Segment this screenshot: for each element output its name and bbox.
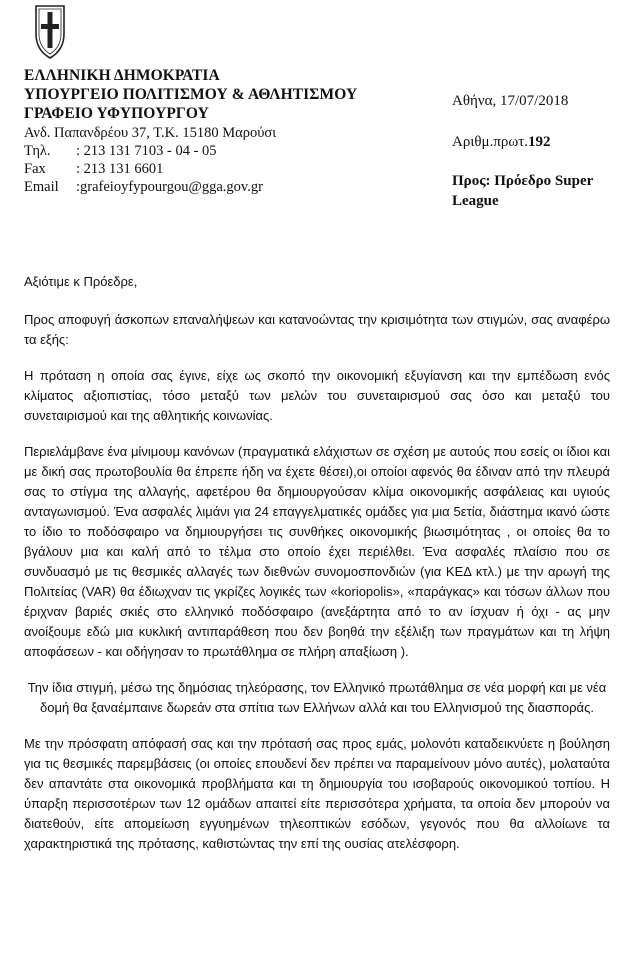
office-title: ΓΡΑΦΕΙΟ ΥΦΥΠΟΥΡΓΟΥ — [24, 105, 209, 122]
paragraph-4: Την ίδια στιγμή, μέσω της δημόσιας τηλεόρασης, τον Ελληνικό πρωτάθλημα σε νέα μορφή και με νέα δομή θα ξαναέμπαινε δωρεάν στα σπίτια των Ελλήνων αλλά και του Ελληνισμού της διασποράς. — [27, 680, 607, 715]
greek-coat-of-arms-icon — [32, 4, 68, 60]
fax-value: : 213 131 6601 — [76, 161, 164, 177]
email-label: Email — [24, 179, 59, 195]
republic-title: ΕΛΛΗΝΙΚΗ ΔΗΜΟΚΡΑΤΙΑ — [24, 67, 220, 84]
phone-value: : 213 131 7103 - 04 - 05 — [76, 143, 217, 159]
letter-body — [24, 272, 610, 854]
greeting: Αξιότιμε κ Πρόεδρε, — [24, 274, 138, 289]
protocol-number-line — [452, 133, 612, 151]
address: Ανδ. Παπανδρέου 37, Τ.Κ. 15180 Μαρούσι — [24, 125, 277, 141]
recipient: Προς: Πρόεδρο Super League — [452, 173, 594, 209]
email-value: :grafeioyfypourgou@gga.gov.gr — [76, 179, 263, 195]
letter-meta — [452, 92, 612, 211]
fax-row — [24, 160, 404, 178]
paragraph-1: Προς αποφυγή άσκοπων επαναλήψεων και κατανοώντας την κρισιμότητα των στιγμών, σας αναφέρω τα εξής: — [24, 312, 610, 347]
paragraph-5: Με την πρόσφατη απόφασή σας και την πρότασή σας προς εμάς, μολονότι καταδεικνύετε η βούληση για τις θεσμικές παρεμβάσεις (οι οποίες επουδενί δεν πρέπει να παραμείνουν μόνο αυτές), μολαταύτα δεν απαντάτε στα οικονομικά προβλήματα και τη δημιουργία του ισοβαρούς οικονομικού τοπίου. Η ύπαρξη περισσοτέρων των 12 ομάδων απαιτεί είτε περισσότερα χρήματα, τα οποία δεν μπορούν να διατεθούν, είτε απομείωση εγγυημένων τηλεοπτικών εσόδων, γεγονός που θα αλλοίωνε τα χαρακτηριστικά της πρότασης, καθιστώντας την επί της ουσίας ατελέσφορη. — [24, 736, 610, 851]
fax-label: Fax — [24, 161, 46, 177]
email-row — [24, 178, 404, 196]
ministry-title: ΥΠΟΥΡΓΕΙΟ ΠΟΛΙΤΙΣΜΟΥ & ΑΘΛΗΤΙΣΜΟΥ — [24, 86, 358, 103]
letter-date: Αθήνα, 17/07/2018 — [452, 93, 569, 109]
paragraph-3: Περιελάμβανε ένα μίνιμουμ κανόνων (πραγματικά ελάχιστων σε σχέση με αυτούς που εσείς οι ίδιοι και με δική σας πρωτοβουλία θα έπρεπε ήδη να έχετε θέσει),οι οποίοι αφενός θα έδιναν από την πλευρά σας το στίγμα της αλλαγής, αφετέρου θα δημιουργούσαν κλίμα οικονομικής ασφάλειας και υγιούς ανταγωνισμού. Ένα ασφαλές λιμάνι για 24 επαγγελματικές ομάδες για μια 5ετία, διάστημα ικανό ώστε το ίδιο το ποδόσφαιρο να δημιουργήσει τις συνθήκες οικονομικής βιωσιμότητας , οι οποίες θα το βγάλουν μια και καλή από το τέλμα στο οποίο έχει περιέλθει. Ένα ασφαλές πλαίσιο που σε συνδυασμό με τις θεσμικές αλλαγές των διεθνών συνομοσπονδιών (για ΚΕΔ κτλ.) με την αρωγή της Πολιτείας (VAR) θα έδιωχναν τις γκρίζες λογικές των «koriopolis», «παράγκας» και τόσων άλλων που έριχναν βαριές σκιές στο ελληνικό ποδόσφαιρο (ανεξάρτητα από το αν ίσχυαν ή όχι - ας μην ανοίξουμε εδώ μια κυκλική αντιπαράθεση που δεν βοηθά την εξέλιξη των πραγμάτων και τη λήψη αποφάσεων - και οδήγησαν το πρωτάθλημα σε πλήρη απαξίωση ). — [24, 444, 610, 659]
phone-row — [24, 142, 404, 160]
protocol-label: Αριθμ.πρωτ. — [452, 134, 529, 150]
letterhead — [24, 66, 404, 196]
protocol-number: 192 — [528, 134, 551, 150]
phone-label: Τηλ. — [24, 143, 51, 159]
paragraph-2: Η πρόταση η οποία σας έγινε, είχε ως σκοπό την οικονομική εξυγίανση και την εμπέδωση ενός κλίματος αξιοπιστίας, τόσο μεταξύ των μελών του συνεταιρισμού σας όσο και μεταξύ του συνεταιρισμού και της αθλητικής κοινωνίας. — [24, 368, 610, 423]
